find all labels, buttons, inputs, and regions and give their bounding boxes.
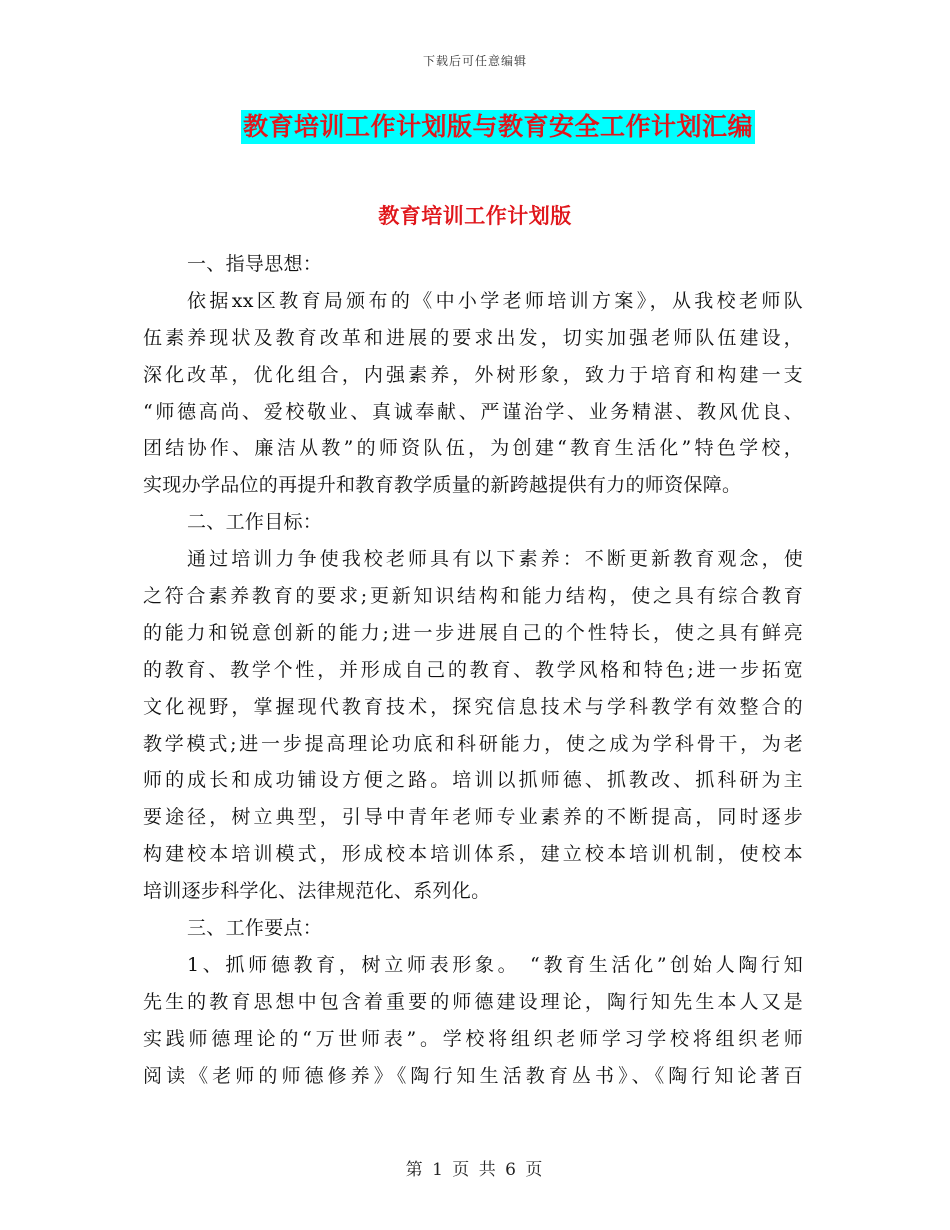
paragraph-line: 的教育、教学个性，并形成自己的教育、教学风格和特色;进一步拓宽 bbox=[143, 658, 803, 681]
paragraph-line: 先生的教育思想中包含着重要的师德建设理论，陶行知先生本人又是 bbox=[143, 990, 803, 1013]
paragraph-line: 文化视野，掌握现代教育技术，探究信息技术与学科教学有效整合的 bbox=[143, 695, 803, 718]
page-header-note: 下载后可任意编辑 bbox=[422, 54, 527, 68]
paragraph-line: 1、抓师德教育，树立师表形象。 “教育生活化”创始人陶行知 bbox=[187, 953, 803, 976]
section-title: 教育培训工作计划版 bbox=[378, 203, 572, 228]
paragraph-line: 阅读《老师的师德修养》《陶行知生活教育丛书》、《陶行知论著百 bbox=[143, 1064, 803, 1087]
paragraph-line: 依据xx区教育局颁布的《中小学老师培训方案》，从我校老师队 bbox=[187, 289, 803, 312]
paragraph-line: 培训逐步科学化、法律规范化、系列化。 bbox=[143, 880, 491, 903]
page-number-footer: 第 1 页 共 6 页 bbox=[405, 1160, 545, 1180]
paragraph-line: 教学模式;进一步提高理论功底和科研能力，使之成为学科骨干，为老 bbox=[143, 732, 803, 755]
paragraph-line: 实现办学品位的再提升和教育教学质量的新跨越提供有力的师资保障。 bbox=[143, 474, 742, 497]
document-body bbox=[143, 246, 803, 1094]
paragraph-line: 伍素养现状及教育改革和进展的要求出发，切实加强老师队伍建设， bbox=[143, 326, 803, 349]
paragraph-line: “师德高尚、爱校敬业、真诚奉献、严谨治学、业务精湛、教风优良、 bbox=[143, 400, 803, 423]
heading-work-goals: 二、工作目标： bbox=[187, 511, 323, 534]
paragraph-line: 师的成长和成功铺设方便之路。培训以抓师德、抓教改、抓科研为主 bbox=[143, 769, 803, 792]
paragraph-line: 通过培训力争使我校老师具有以下素养：不断更新教育观念，使 bbox=[187, 548, 803, 571]
main-title-container bbox=[0, 110, 950, 144]
paragraph-line: 团结协作、廉洁从教”的师资队伍，为创建“教育生活化”特色学校， bbox=[143, 437, 803, 460]
paragraph-line: 深化改革，优化组合，内强素养，外树形象，致力于培育和构建一支 bbox=[143, 363, 803, 386]
heading-guiding-thought: 一、指导思想： bbox=[187, 253, 323, 275]
paragraph-line: 之符合素养教育的要求;更新知识结构和能力结构，使之具有综合教育 bbox=[143, 585, 803, 608]
main-title: 教育培训工作计划版与教育安全工作计划汇编 bbox=[241, 110, 755, 144]
paragraph-line: 要途径，树立典型，引导中青年老师专业素养的不断提高，同时逐步 bbox=[143, 806, 803, 829]
paragraph-line: 构建校本培训模式，形成校本培训体系，建立校本培训机制，使校本 bbox=[143, 843, 803, 866]
paragraph-line: 实践师德理论的“万世师表”。学校将组织老师学习学校将组织老师 bbox=[143, 1027, 803, 1050]
paragraph-line: 的能力和锐意创新的能力;进一步进展自己的个性特长，使之具有鲜亮 bbox=[143, 621, 803, 644]
heading-work-points: 三、工作要点： bbox=[187, 917, 323, 940]
